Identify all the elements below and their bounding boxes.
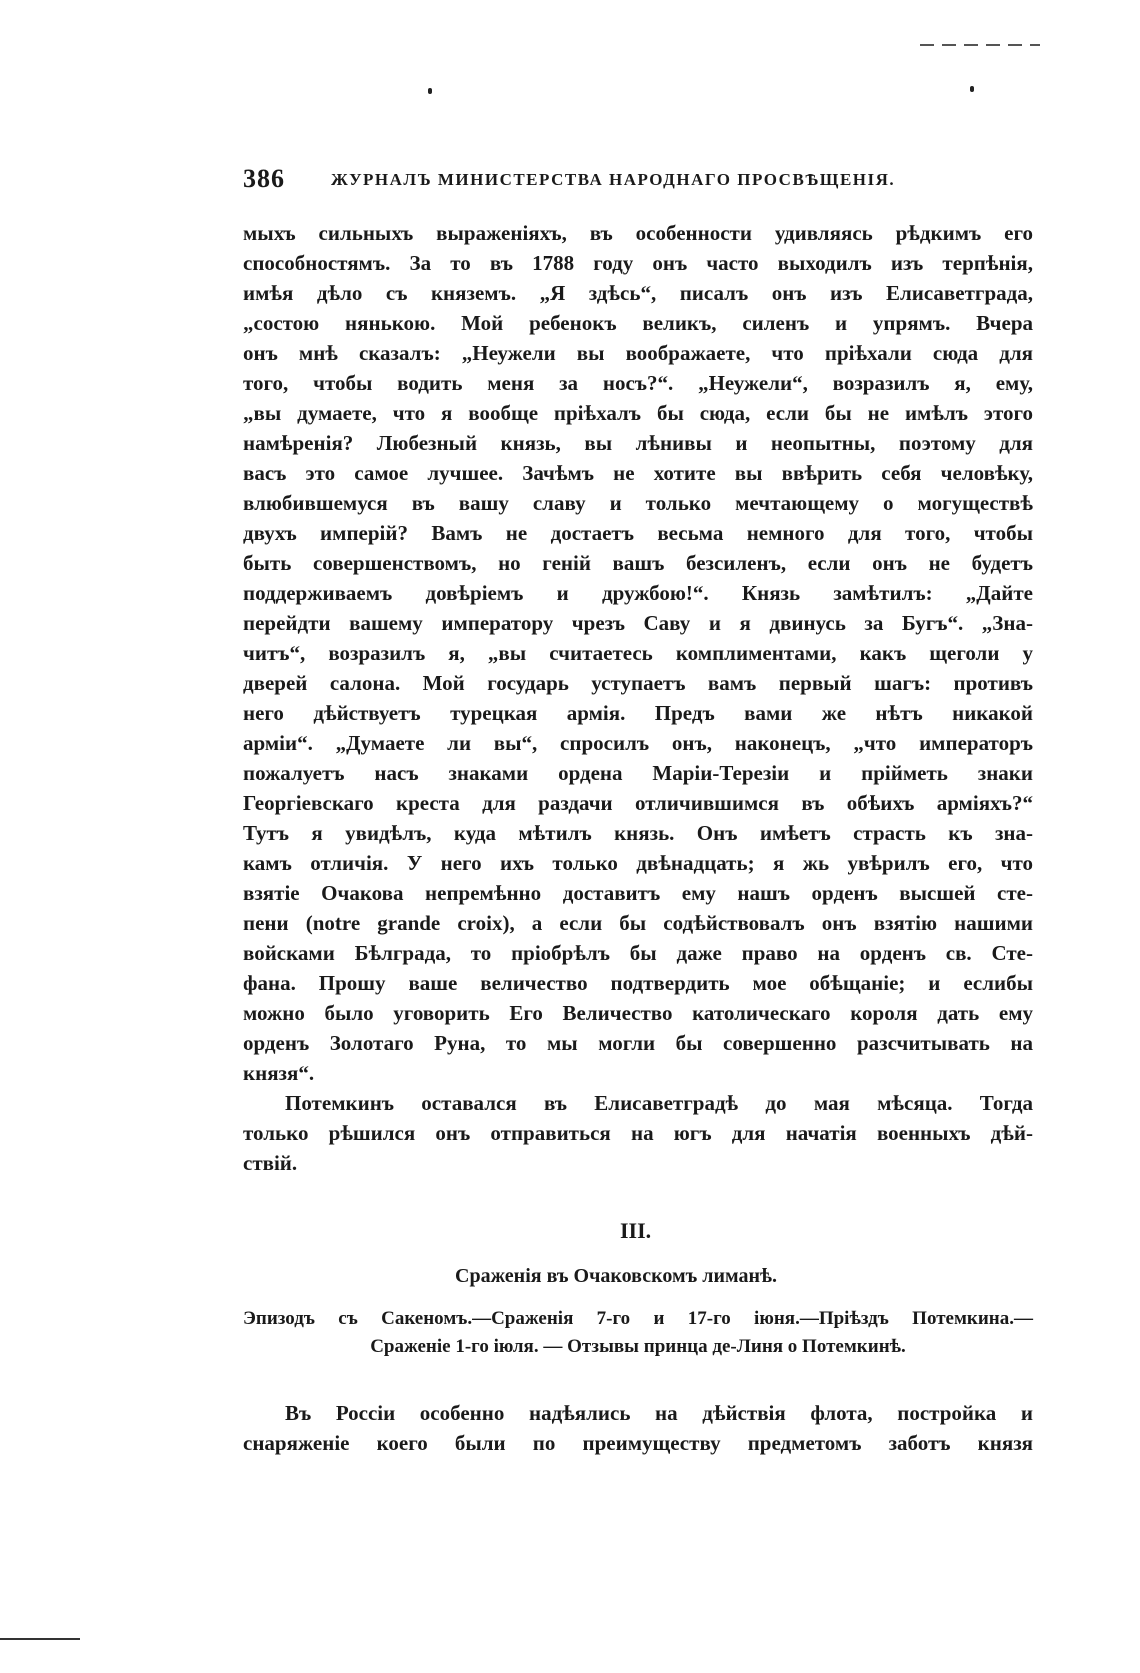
page-number: 386 <box>243 164 285 193</box>
synopsis-line: Сраженіе 1-го іюля. — Отзывы принца де-Линя о Потемкинѣ. <box>370 1336 906 1357</box>
text-line: влюбившемуся въ вашу славу и только мечтающему о могуществѣ <box>243 491 1033 515</box>
text-line: читъ“, возразилъ я, „вы считаетесь комплиментами, какъ щеголи у <box>243 641 1033 665</box>
text-line: васъ это самое лучшее. Зачѣмъ не хотите вы ввѣрить себя человѣку, <box>243 461 1033 485</box>
page-header <box>243 164 1043 198</box>
text-line: „вы думаете, что я вообще пріѣхалъ бы сюда, если бы не имѣлъ этого <box>243 401 1033 425</box>
text-line: войсками Бѣлграда, то пріобрѣлъ бы даже право на орденъ св. Сте- <box>243 941 1033 965</box>
text-line: Георгіевскаго креста для раздачи отличившимся въ обѣихъ арміяхъ?“ <box>243 791 1033 815</box>
scan-artifact-line <box>0 1638 80 1640</box>
section-text <box>243 1398 1033 1458</box>
text-line: дверей салона. Мой государь уступаетъ вамъ первый шагъ: противъ <box>243 671 1033 695</box>
text-line: пени (notre grande croix), а если бы содѣйствовалъ онъ взятію нашими <box>243 911 1033 935</box>
text-line: намѣренія? Любезный князь, вы лѣнивы и неопытны, поэтому для <box>243 431 1033 455</box>
text-line: ствій. <box>243 1151 298 1175</box>
text-line: поддерживаемъ довѣріемъ и дружбою!“. Князь замѣтилъ: „Дайте <box>243 581 1033 605</box>
text-line: Тутъ я увидѣлъ, куда мѣтилъ князь. Онъ имѣетъ страсть къ зна- <box>243 821 1033 845</box>
text-line: только рѣшился онъ отправиться на югъ для начатія военныхъ дѣй- <box>243 1121 1033 1145</box>
text-line: князя“. <box>243 1061 315 1085</box>
text-line: мыхъ сильныхъ выраженіяхъ, въ особенности удивляясь рѣдкимъ его <box>243 221 1033 245</box>
text-line: Въ Россіи особенно надѣялись на дѣйствія флота, постройка и <box>285 1401 1033 1425</box>
text-line: орденъ Золотаго Руна, то мы могли бы совершенно разсчитывать на <box>243 1031 1033 1055</box>
text-line: взятіе Очакова непремѣнно доставитъ ему нашъ орденъ высшей сте- <box>243 881 1033 905</box>
text-line: Потемкинъ оставался въ Елисаветградѣ до мая мѣсяца. Тогда <box>285 1091 1033 1115</box>
text-line: имѣя дѣло съ княземъ. „Я здѣсь“, писалъ онъ изъ Елисаветграда, <box>243 281 1033 305</box>
text-line: фана. Прошу ваше величество подтвердить мое обѣщаніе; и еслибы <box>243 971 1033 995</box>
running-title: ЖУРНАЛЪ МИНИСТЕРСТВА НАРОДНАГО ПРОСВѢЩЕНІЯ. <box>331 170 896 189</box>
text-line: перейдти вашему императору чрезъ Саву и я двинусь за Бугъ“. „Зна- <box>243 611 1033 635</box>
scan-artifact-dot <box>970 86 974 92</box>
section-synopsis <box>243 1305 1033 1361</box>
text-line: можно было уговорить Его Величество католическаго короля дать ему <box>243 1001 1033 1025</box>
text-line: снаряженіе коего были по преимуществу предметомъ заботъ князя <box>243 1431 1033 1455</box>
text-line: того, чтобы водить меня за носъ?“. „Неужели“, возразилъ я, ему, <box>243 371 1033 395</box>
text-line: арміи“. „Думаете ли вы“, спросилъ онъ, наконецъ, „что императоръ <box>243 731 1033 755</box>
text-line: камъ отличія. У него ихъ только двѣнадцать; я жь увѣрилъ его, что <box>243 851 1033 875</box>
text-line: быть совершенствомъ, но геній вашъ безсиленъ, если онъ не будетъ <box>243 551 1033 575</box>
synopsis-line: Эпизодъ съ Сакеномъ.—Сраженія 7-го и 17-го іюня.—Пріѣздъ Потемкина.— <box>243 1308 1033 1329</box>
text-line: двухъ имперій? Вамъ не достаетъ весьма немного для того, чтобы <box>243 521 1033 545</box>
main-text <box>243 218 1033 1178</box>
text-line: „состою нянькою. Мой ребенокъ великъ, силенъ и упрямъ. Вчера <box>243 311 1033 335</box>
text-line: пожалуетъ насъ знаками ордена Маріи-Терезіи и прійметь знаки <box>243 761 1033 785</box>
scan-artifact-dot <box>428 88 432 94</box>
section-title: Сраженія въ Очаковскомъ лиманѣ. <box>455 1265 777 1287</box>
scan-artifact-dashes <box>920 44 1040 46</box>
text-line: способностямъ. За то въ 1788 году онъ часто выходилъ изъ терпѣнія, <box>243 251 1033 275</box>
section-number: III. <box>620 1218 652 1243</box>
text-line: онъ мнѣ сказалъ: „Неужели вы воображаете, что пріѣхали сюда для <box>243 341 1033 365</box>
text-line: него дѣйствуетъ турецкая армія. Предъ вами же нѣтъ никакой <box>243 701 1033 725</box>
